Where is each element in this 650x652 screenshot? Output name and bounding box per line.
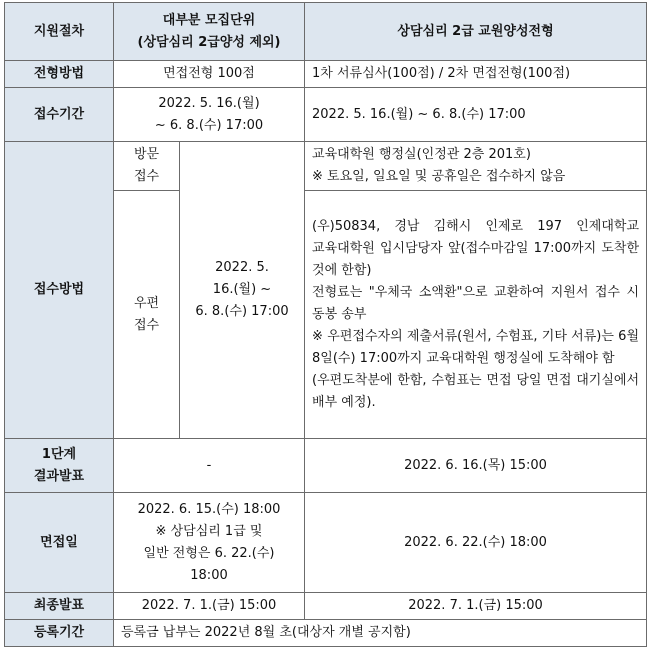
label-application-method: 접수방법 xyxy=(5,142,114,439)
row-stage1-result xyxy=(5,439,647,493)
visit-label xyxy=(114,142,180,191)
row-interview-date xyxy=(5,493,647,593)
period-general-line1: 2022. 5. 16.(월) xyxy=(158,95,260,111)
mail-fee-note: 전형료는 "우체국 소액환"으로 교환하여 지원서 접수 시 동봉 송부 xyxy=(312,284,640,322)
final-counseling: 2022. 7. 1.(금) 15:00 xyxy=(305,593,647,620)
label-registration-period: 등록기간 xyxy=(5,620,114,647)
method-general-date-line2: 16.(월) ~ xyxy=(212,282,272,297)
mail-label-line2: 접수 xyxy=(133,317,160,333)
method-general-date xyxy=(180,142,305,439)
label-final-announcement: 최종발표 xyxy=(5,593,114,620)
period-general-line2: ~ 6. 8.(수) 17:00 xyxy=(154,117,264,133)
interview-general-line4: 18:00 xyxy=(190,567,228,583)
visit-label-line2: 접수 xyxy=(133,169,160,184)
admission-schedule-table-wrapper xyxy=(4,2,647,647)
selection-counseling: 1차 서류심사(100점) / 2차 면접전형(100점) xyxy=(305,61,647,88)
method-general-date-line1: 2022. 5. xyxy=(215,260,269,275)
period-general xyxy=(114,88,305,142)
visit-location: 교육대학원 행정실(인정관 2층 201호) xyxy=(312,147,531,162)
selection-general: 면접전형 100점 xyxy=(114,61,305,88)
header-general-units xyxy=(114,3,305,61)
admission-schedule-table xyxy=(4,2,647,647)
mail-label-line1: 우편 xyxy=(133,295,160,311)
visit-counseling xyxy=(305,142,647,191)
interview-counseling: 2022. 6. 22.(수) 18:00 xyxy=(305,493,647,593)
stage1-general: - xyxy=(114,439,305,493)
visit-label-line1: 방문 xyxy=(133,147,160,162)
method-general-date-line3: 6. 8.(수) 17:00 xyxy=(195,304,289,319)
row-method-visit xyxy=(5,142,647,191)
mail-documents-note: ※ 우편접수자의 제출서류(원서, 수험표, 기타 서류)는 6월 8일(수) 17:00까지 교육대학원 행정실에 도착해야 함 xyxy=(312,328,640,366)
interview-general-line1: 2022. 6. 15.(수) 18:00 xyxy=(137,501,281,517)
header-general-line1: 대부분 모집단위 xyxy=(162,12,256,28)
label-application-period: 접수기간 xyxy=(5,88,114,142)
label-interview-date: 면접일 xyxy=(5,493,114,593)
mail-ticket-note: (우편도착분에 한함, 수험표는 면접 당일 면접 대기실에서 배부 예정). xyxy=(312,372,640,410)
row-application-period xyxy=(5,88,647,142)
row-selection-method xyxy=(5,61,647,88)
label-stage1-line2: 결과발표 xyxy=(33,468,85,484)
header-procedure: 지원절차 xyxy=(5,3,114,61)
interview-general-line2: ※ 상담심리 1급 및 xyxy=(155,523,263,539)
interview-general-line3: 일반 전형은 6. 22.(수) xyxy=(143,545,275,561)
stage1-counseling: 2022. 6. 16.(목) 15:00 xyxy=(305,439,647,493)
row-final-announcement xyxy=(5,593,647,620)
mail-label xyxy=(114,191,180,439)
header-general-line2: (상담심리 2급양성 제외) xyxy=(137,34,281,50)
final-general: 2022. 7. 1.(금) 15:00 xyxy=(114,593,305,620)
interview-general xyxy=(114,493,305,593)
row-registration-period xyxy=(5,620,647,647)
header-row xyxy=(5,3,647,61)
label-stage1-line1: 1단계 xyxy=(41,446,77,462)
mail-counseling xyxy=(305,191,647,439)
period-counseling: 2022. 5. 16.(월) ~ 6. 8.(수) 17:00 xyxy=(305,88,647,142)
mail-address: (우)50834, 경남 김해시 인제로 197 인제대학교 교육대학원 입시담당자 앞(접수마감일 17:00까지 도착한 것에 한함) xyxy=(312,218,640,278)
label-stage1-result xyxy=(5,439,114,493)
label-selection-method: 전형방법 xyxy=(5,61,114,88)
visit-note: ※ 토요일, 일요일 및 공휴일은 접수하지 않음 xyxy=(312,169,566,184)
registration-text: 등록금 납부는 2022년 8월 초(대상자 개별 공지함) xyxy=(114,620,647,647)
header-counseling-track: 상담심리 2급 교원양성전형 xyxy=(305,3,647,61)
